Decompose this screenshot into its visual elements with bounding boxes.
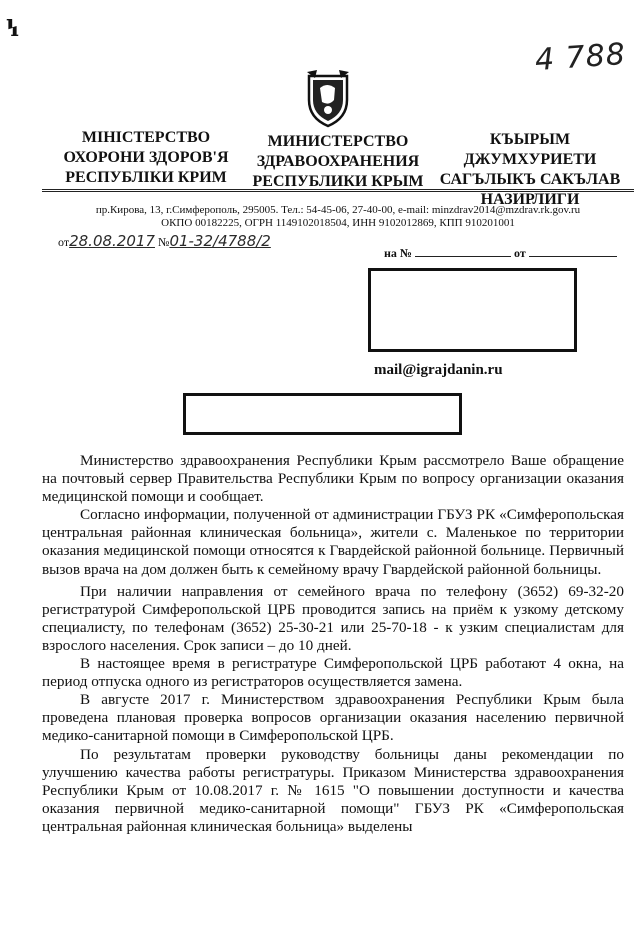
ministry-header-russian	[240, 132, 436, 192]
header-line: РЕСПУБЛИКИ КРЫМ	[252, 173, 424, 190]
redacted-addressee-block	[183, 393, 462, 435]
outgoing-number: 01-32/4788/2	[169, 232, 271, 250]
body-paragraph: При наличии направления от семейного врача по телефону (3652) 69-32-20 регистратурой Симферопольской ЦРБ проводится запись на приём к узкому детскому специалисту, по телефонам (3652) 25-30-21 или 25-70-18 - к узким специалистам для взрослого населения. Срок записи – до 10 дней.	[42, 582, 624, 654]
header-line: САГЪЛЫКЪ САКЪЛАВ	[439, 171, 621, 188]
body-paragraph: В настоящее время в регистратуре Симферопольской ЦРБ работают 4 окна, на период отпуска одного из регистраторов осуществляется замена.	[42, 655, 624, 691]
incoming-reference	[384, 246, 617, 261]
body-paragraph: Министерство здравоохранения Республики Крым рассмотрело Ваше обращение на почтовый сервер Правительства Республики Крым по вопросу организации оказания медицинской помощи и сообщает.	[42, 452, 624, 506]
body-paragraph: В августе 2017 г. Министерством здравоохранения Республики Крым была проведена плановая проверка вопросов организации оказания населению первичной медико-санитарной помощи в Симферопольской ЦРБ.	[42, 691, 624, 745]
header-line: КЪЫРЫМ	[489, 131, 571, 148]
header-line: ОХОРОНИ ЗДОРОВ'Я	[63, 149, 229, 166]
header-line: ДЖУМХУРИЕТИ	[463, 151, 597, 168]
header-line: ЗДРАВООХРАНЕНИЯ	[256, 153, 420, 170]
body-paragraph: Согласно информации, полученной от администрации ГБУЗ РК «Симферопольская центральная районная клиническая больница», жители с. Маленькое по территории оказания медицинской помощи относятся к Гвардейской районной больнице. Первичный вызов врача на дом должен быть к семейному врачу Гвардейской районной больницы.	[42, 506, 624, 578]
crimea-coat-of-arms-emblem	[305, 70, 351, 128]
corner-filing-mark: ꝇ	[6, 16, 19, 41]
body-paragraph: По результатам проверки руководству больницы даны рекомендации по улучшению качества работы регистратуры. Приказом Министерства здравоохранения Республики Крым от 10.08.2017 г. № 1615 "О повышении доступности и качества оказания первичной медико-санитарной помощи" ГБУЗ РК «Симферопольская центральная районная клиническая больница» выделены	[42, 745, 624, 835]
header-line: МИНИСТЕРСТВО	[267, 133, 409, 150]
header-line: НАЗИРЛИГИ	[480, 191, 580, 208]
letter-body	[42, 452, 624, 836]
outgoing-date: 28.08.2017	[69, 232, 155, 250]
incoming-number-blank	[415, 246, 511, 257]
recipient-email: mail@igrajdanin.ru	[374, 362, 503, 378]
registry-codes-line: ОКПО 00182225, ОГРН 1149102018504, ИНН 9102012869, КПП 910201001	[161, 217, 515, 229]
incoming-date-blank	[529, 246, 617, 257]
handwritten-registration-number: 4 788	[533, 36, 628, 79]
outgoing-from-label: от	[58, 235, 70, 249]
address-line: пр.Кирова, 13, г.Симферополь, 295005. Тел.: 54-45-06, 27-40-00, e-mail: minzdrav2014@mzdrav.rk.gov.ru	[95, 204, 581, 216]
incoming-from-label: от	[513, 246, 526, 260]
redacted-recipient-block	[368, 268, 577, 352]
ministry-header-ukrainian	[48, 128, 244, 188]
ministry-address-block	[42, 204, 634, 230]
header-line: РЕСПУБЛІКИ КРИМ	[65, 169, 227, 186]
outgoing-number-label: №	[157, 235, 170, 249]
header-line: МІНІСТЕРСТВО	[81, 129, 211, 146]
outgoing-reference	[58, 232, 271, 250]
letterhead-divider	[42, 189, 634, 192]
ministry-header-crimean-tatar	[430, 130, 630, 210]
incoming-number-label: на №	[384, 246, 412, 260]
